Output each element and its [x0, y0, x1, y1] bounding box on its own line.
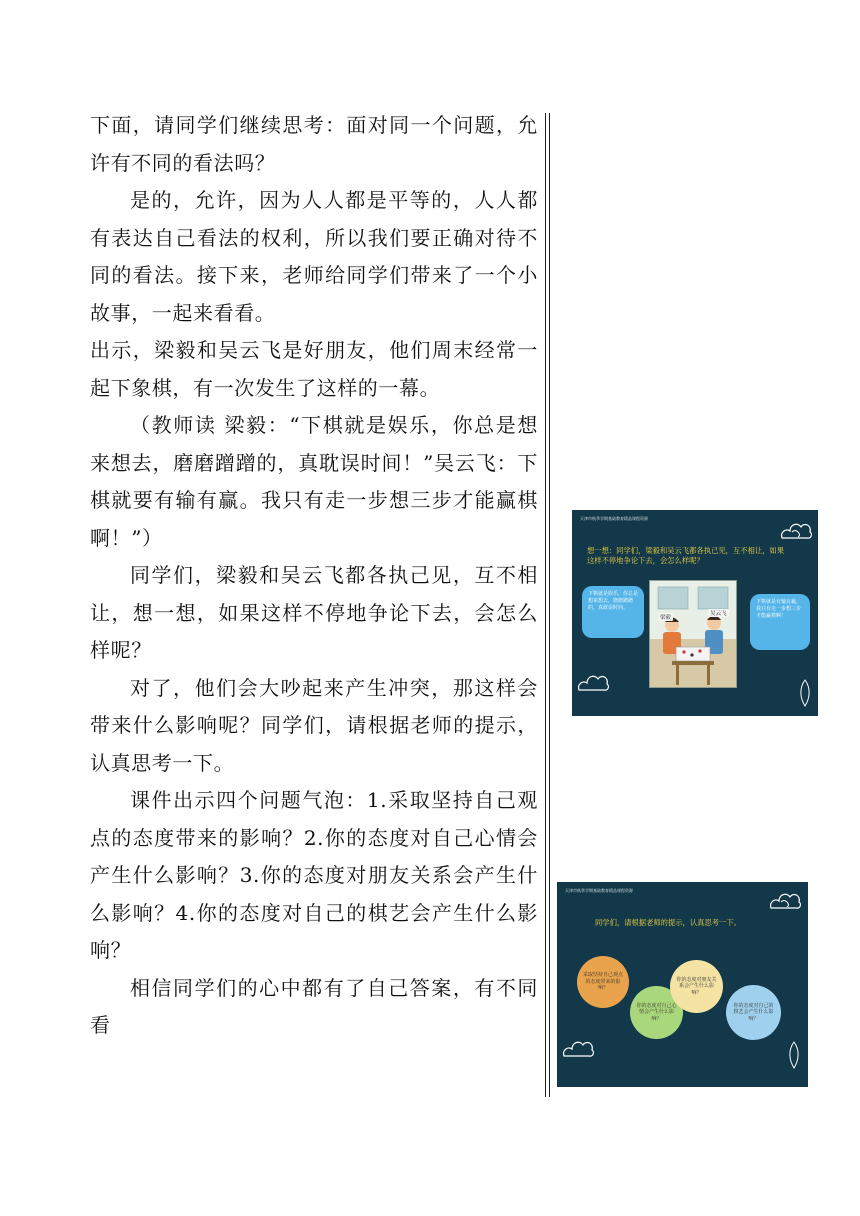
paragraph-3: 出示，梁毅和吴云飞是好朋友，他们周末经常一起下象棋，有一次发生了这样的一幕。: [90, 338, 538, 400]
chess-illustration: [649, 580, 737, 688]
paragraph-1: 下面，请同学们继续思考：面对同一个问题，允许有不同的看法吗？: [90, 113, 538, 175]
question-bubble-text: 你的态度对朋友关系会产生什么影响？: [676, 976, 717, 996]
cloud-ornament-icon: [767, 888, 803, 914]
paragraph-4: （教师读 梁毅：“下棋就是娱乐，你总是想来想去，磨磨蹭蹭的，真耽误时间！”吴云飞：下棋就要有输有赢。我只有走一步想三步才能赢棋啊！”）: [90, 413, 538, 550]
speech-bubble-left: 下棋就是娱乐，你总是想来想去，磨磨蹭蹭的，真耽误时间。: [582, 586, 644, 638]
lesson-text-column: [90, 107, 538, 1045]
paragraph-6: 对了，他们会大吵起来产生冲突，那这样会带来什么影响呢？同学们，请根据老师的提示，认真思考一下。: [90, 675, 538, 775]
slide-title: 想一想：同学们，梁毅和吴云飞都各执己见，互不相让，如果这样不停地争论下去，会怎么样呢？: [587, 546, 785, 565]
slide-header: 天津市秋季学期基础教育精品课程资源: [580, 516, 648, 521]
name-label-wu-yunfei: 吴云飞: [710, 611, 727, 617]
column-divider: [545, 113, 550, 1097]
question-bubble-text: 你的态度对自己的棋艺会产生什么影响？: [733, 1002, 774, 1022]
cloud-ornament-icon: [778, 518, 814, 544]
slide-header: 天津市秋季学期基础教育精品课程资源: [565, 888, 633, 893]
speech-bubble-right: 下棋就是有输有赢，我只有走一步想三步才能赢棋啊！: [750, 594, 810, 650]
slide-title: 同学们，请根据老师的提示，认真思考一下。: [595, 918, 741, 927]
cloud-ornament-icon: [576, 670, 610, 696]
slide-think-about-it: [572, 510, 818, 716]
question-bubble-text: 你的态度对自己心情会产生什么影响？: [636, 1002, 677, 1022]
name-label-liang-yi: 梁毅: [660, 615, 672, 621]
question-bubble-3: [670, 960, 723, 1013]
cloud-ornament-icon: [561, 1036, 595, 1062]
slide-think-carefully: [557, 882, 808, 1087]
paragraph-2: 是的，允许，因为人人都是平等的，人人都有表达自己看法的权利，所以我们要正确对待不同的看法。接下来，老师给同学们带来了一个小故事，一起来看看。: [90, 188, 538, 325]
question-bubble-4: [726, 985, 781, 1040]
question-bubble-text: 采取坚持自己观点的态度带来的影响？: [583, 972, 624, 992]
boys-playing-chess-icon: [650, 581, 736, 687]
paragraph-8: 相信同学们的心中都有了自己答案，有不同看: [90, 975, 538, 1037]
paragraph-7: 课件出示四个问题气泡：1.采取坚持自己观点的态度带来的影响？2.你的态度对自己心情会产生什么影响？3.你的态度对朋友关系会产生什么影响？4.你的态度对自己的棋艺会产生什么影响？: [90, 788, 538, 962]
leaf-ornament-icon: [796, 678, 814, 708]
leaf-ornament-icon: [785, 1040, 803, 1070]
question-bubble-1: [577, 956, 629, 1008]
paragraph-5: 同学们，梁毅和吴云飞都各执己见，互不相让，想一想，如果这样不停地争论下去，会怎么样呢？: [90, 563, 538, 662]
